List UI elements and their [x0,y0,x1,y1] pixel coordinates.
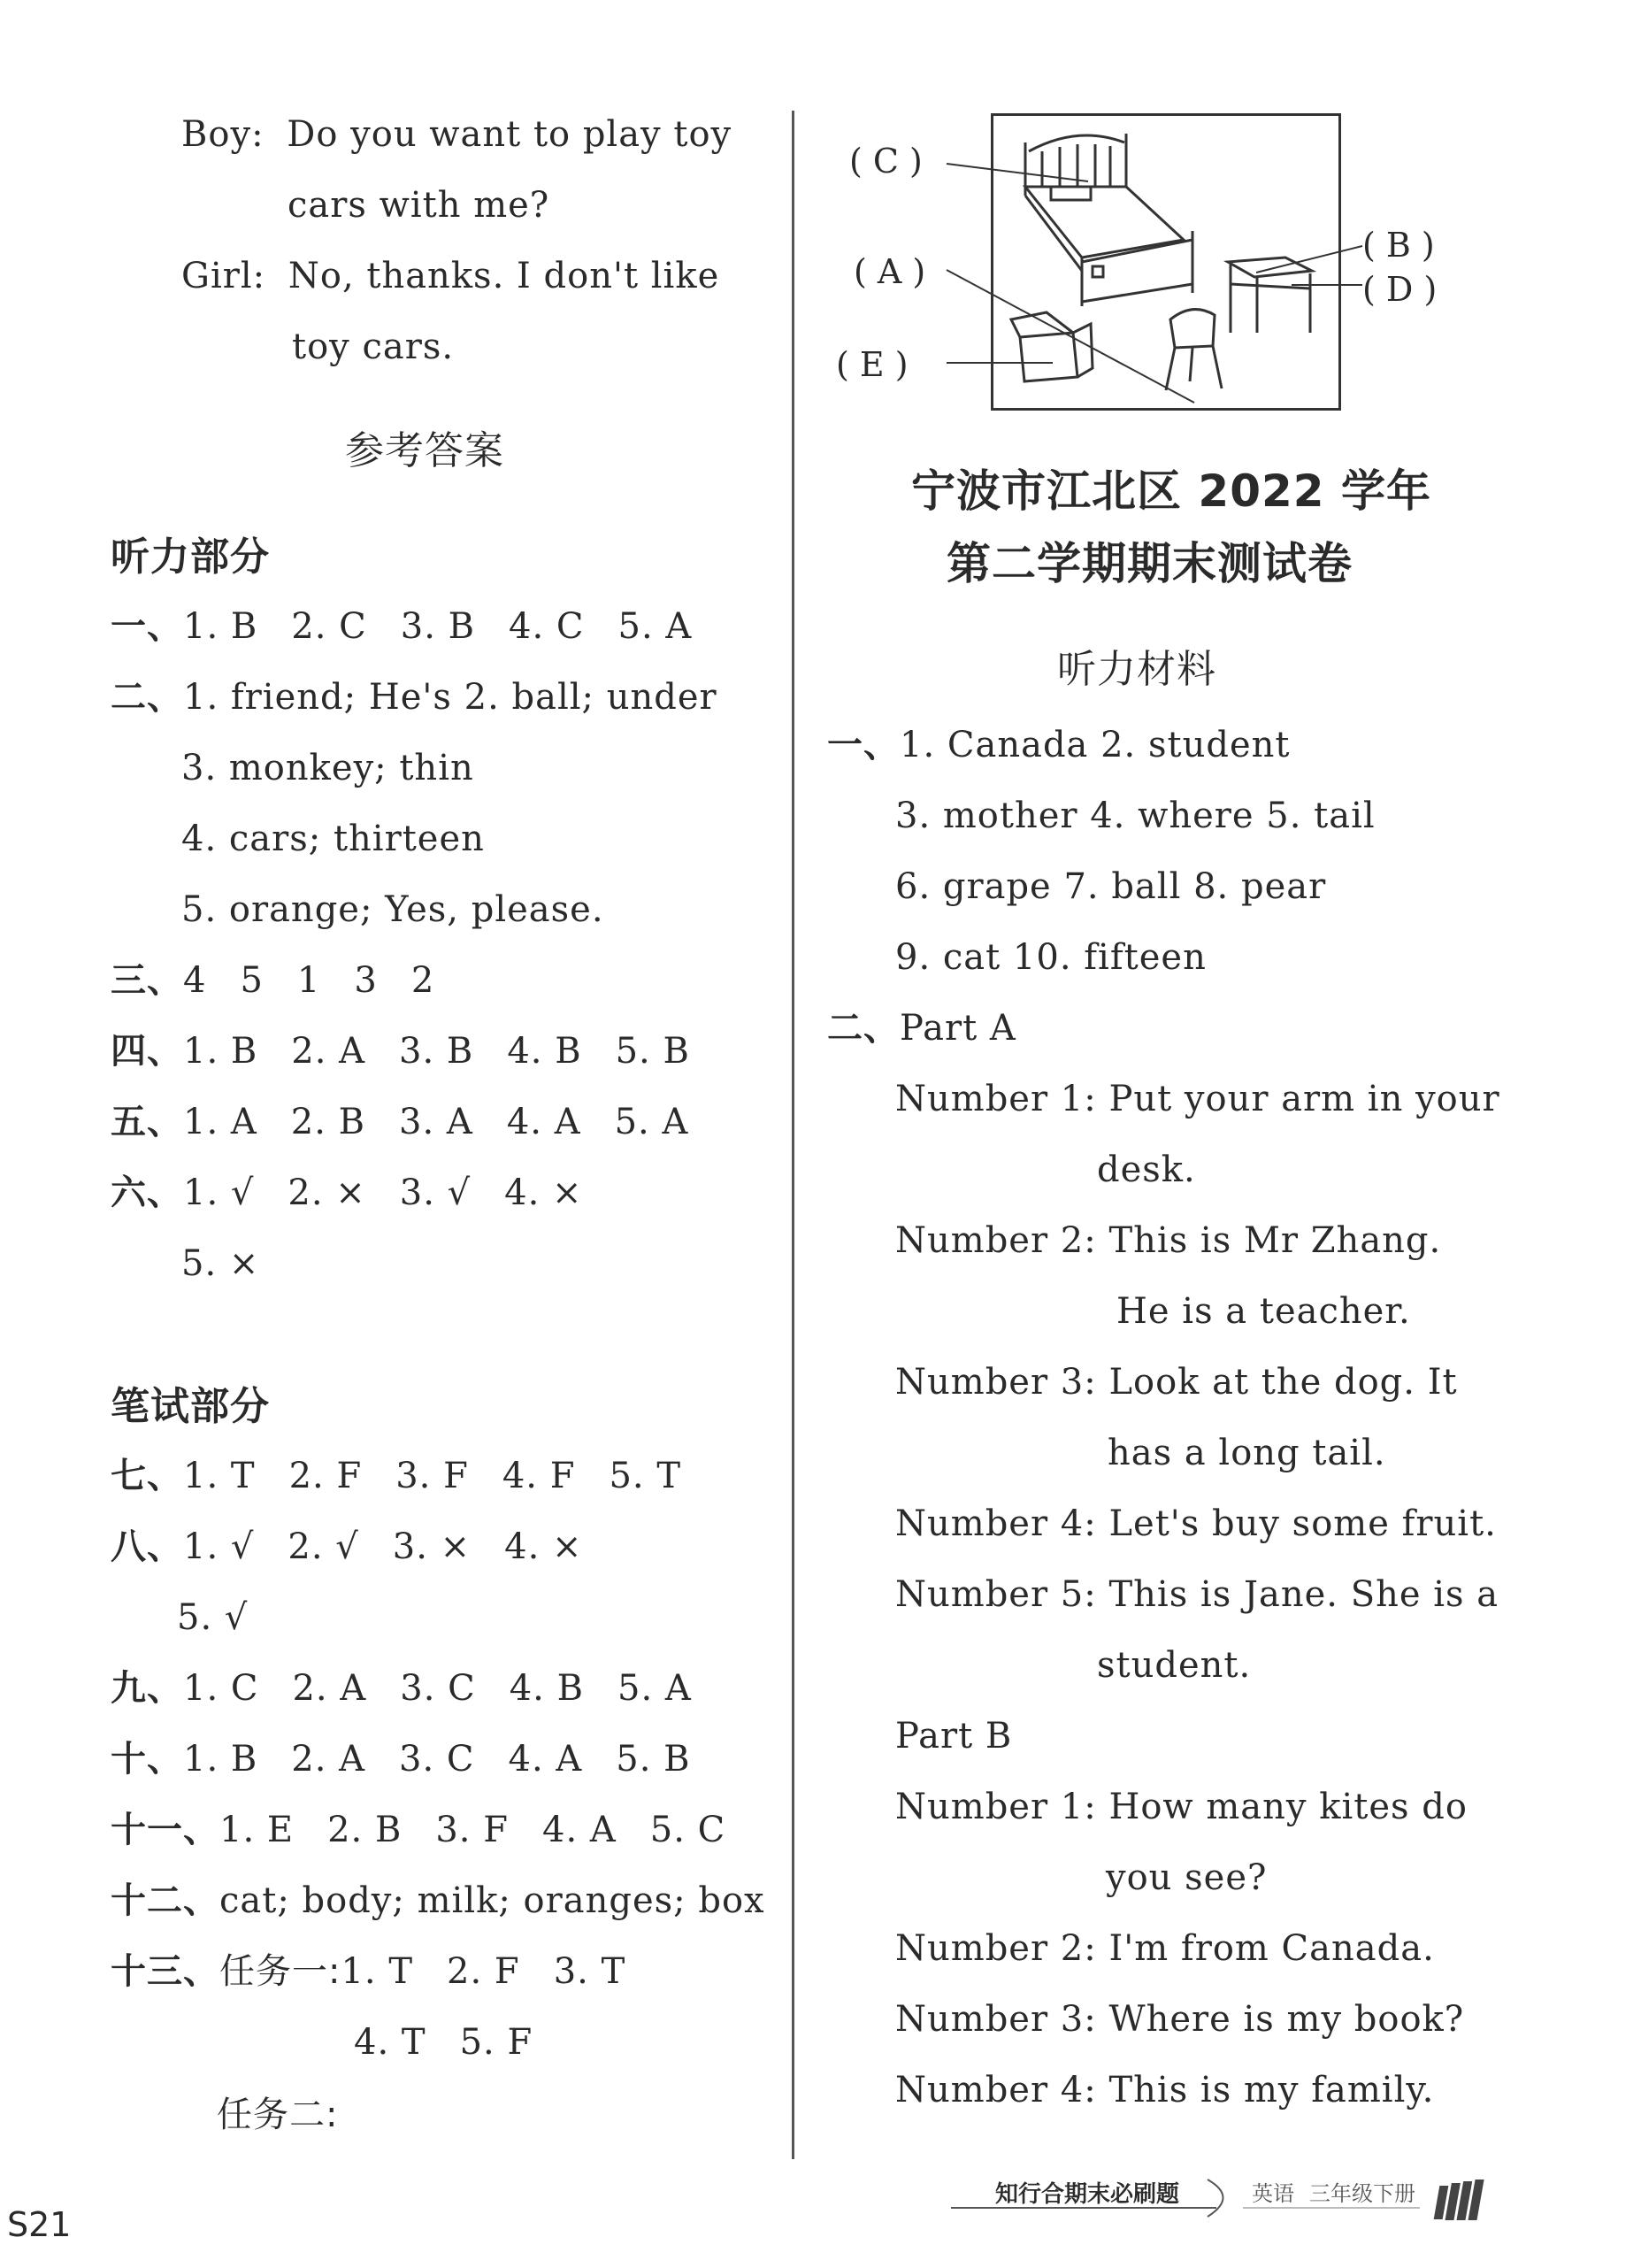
answer-item: 3. × [392,1526,472,1567]
answer-item: 4. F [502,1456,576,1496]
answer-item: 2 [410,960,435,1001]
answer-item: 4. A [508,1739,583,1780]
b1-line2: you see? [1106,1857,1268,1898]
written-section-title: 笔试部分 [111,1384,270,1429]
part-a-label: Part A [900,1008,1016,1049]
material-s1-row3: 6. grape 7. ball 8. pear [895,866,1327,907]
speaker-girl: Girl: [181,256,266,296]
answer-item: 5. A [617,606,693,647]
answer-item: 2. B [327,1810,403,1850]
listening-section-title: 听力部分 [111,534,270,580]
answer-item: 5. B [615,1031,690,1072]
figure-label-b: ( B ) [1362,226,1435,265]
answer-q2-line3: 4. cars; thirteen [181,819,485,859]
q8-num: 八、 [111,1526,183,1567]
sentence-text: This is my family. [1108,2070,1435,2110]
a4-line1 [895,1503,1497,1544]
footer-subject: 英语 [1252,2181,1294,2206]
exam-title-line2: 第二学期期末测试卷 [947,538,1353,589]
listening-material-title: 听力材料 [1057,647,1216,692]
task2-label: 任务二: [217,2095,339,2135]
a3-line2: has a long tail. [1108,1433,1386,1473]
material-item: 1. Canada 2. student [900,725,1291,765]
number-label: Number 4: [895,2070,1097,2110]
boy-text-1: Do you want to play toy [287,114,732,155]
answer-item: 4 [183,960,207,1001]
answer-q13-cont [354,2022,566,2063]
q13-num: 十三、 [111,1951,219,1992]
answer-item: 5 [240,960,264,1001]
answer-item: 3 [354,960,378,1001]
s1-num: 一、 [827,725,900,765]
answer-q2-line4: 5. orange; Yes, please. [181,889,604,930]
figure-label-c: ( C ) [849,142,923,181]
number-label: Number 2: [895,1220,1097,1261]
answer-item: 4. A [506,1102,581,1142]
answer-item: 5. T [609,1456,682,1496]
answer-item: 5. F [459,2022,533,2063]
answer-row-q2 [111,677,717,718]
a2-line2: He is a teacher. [1116,1291,1411,1332]
number-label: Number 1: [895,1079,1097,1119]
answer-item: 2. √ [288,1526,359,1567]
answer-item: 1. A [183,1102,257,1142]
answer-row-q7 [111,1458,715,1494]
answer-item: 1. T [183,1456,256,1496]
books-icon [1434,2180,1484,2220]
answer-row-q11 [111,1812,759,1848]
task1-label: 任务一: [219,1951,341,1992]
answer-item: 1. E [219,1810,295,1850]
sentence-text: This is Jane. She is a [1108,1574,1499,1615]
footer-grade: 三年级下册 [1309,2181,1415,2206]
figure-label-a: ( A ) [854,252,926,291]
b1-line1 [895,1789,1468,1825]
answer-item: 2. F [447,1951,520,1992]
answer-q8-cont: 5. √ [177,1597,249,1638]
answer-item: 3. B [400,606,476,647]
page-footer [951,2172,1526,2226]
material-s1-row4: 9. cat 10. fifteen [895,937,1207,978]
exam-title-line1: 宁波市江北区 2022 学年 [911,465,1431,517]
number-label: Number 5: [895,1574,1097,1615]
sentence-text: I'm from Canada. [1108,1928,1435,1969]
number-label: Number 4: [895,1503,1097,1544]
answer-item: 3. T [553,1951,626,1992]
q11-num: 十一、 [111,1810,219,1850]
answer-item: 4. B [509,1668,585,1709]
answer-row-q6 [111,1172,617,1213]
answer-row-q12 [111,1880,765,1921]
boy-text-2: cars with me? [288,185,550,226]
answer-item: 4. × [504,1526,583,1567]
q4-num: 四、 [111,1031,183,1072]
answer-q2-line2: 3. monkey; thin [181,748,474,788]
a1-line1 [895,1081,1500,1117]
girl-text-1: No, thanks. I don't like [288,256,720,296]
answer-item: 3. F [395,1456,469,1496]
answer-item: 4. A [542,1810,617,1850]
answer-item: 5. C [649,1810,726,1850]
answer-item: 3. F [435,1810,509,1850]
answer-q6-cont: 5. × [181,1243,260,1284]
answer-item: 4. T [354,2022,426,2063]
dialog-boy-line1 [181,114,732,155]
answer-item: 3. B [399,1031,474,1072]
part-b-label: Part B [895,1716,1013,1757]
answer-row-q3 [111,960,468,1001]
answer-item: 1. T [341,1951,414,1992]
q3-num: 三、 [111,960,183,1001]
figure-label-e: ( E ) [836,345,909,384]
a5-line2: student. [1097,1645,1252,1686]
q1-num: 一、 [111,606,183,647]
material-s2-partA [827,1008,1016,1049]
answer-item: 4. C [509,606,585,647]
q12-num: 十二、 [111,1880,219,1921]
answer-item: cat; body; milk; oranges; box [219,1880,765,1921]
answer-item: 2. A [292,1668,367,1709]
footer-brand: 知行合期末必刷题 [995,2181,1180,2208]
q5-num: 五、 [111,1102,183,1142]
page-number: S21 [7,2205,72,2244]
girl-text-2: toy cars. [292,327,455,367]
answer-item: 1. C [183,1668,259,1709]
answer-item: 2. A [291,1739,366,1780]
answer-item: 5. B [616,1739,691,1780]
answer-item: 1. B [183,1739,258,1780]
q10-num: 十、 [111,1739,183,1780]
column-divider [792,111,794,2159]
answer-item: 3. A [399,1102,473,1142]
answer-row-q4 [111,1031,724,1072]
a3-line1 [895,1362,1458,1403]
answer-key-title: 参考答案 [345,428,504,473]
answer-row-q9 [111,1668,725,1709]
answer-item: 1. √ [183,1526,255,1567]
number-label: Number 3: [895,1999,1097,2040]
answer-item: 3. C [399,1739,475,1780]
answer-row-q5 [111,1104,722,1140]
answer-row-q8 [111,1526,617,1567]
answer-item: 2. F [288,1456,363,1496]
answer-item: 1. friend; He's 2. ball; under [183,677,717,718]
answer-item: 4. B [507,1031,582,1072]
b3-line1 [895,1999,1465,2040]
answer-row-q10 [111,1739,725,1780]
answer-item: 5. A [617,1668,692,1709]
sentence-text: This is Mr Zhang. [1108,1220,1442,1261]
number-label: Number 2: [895,1928,1097,1969]
answer-item: 3. C [400,1668,476,1709]
a2-line1 [895,1220,1442,1261]
q6-num: 六、 [111,1172,183,1213]
material-s1-row2: 3. mother 4. where 5. tail [895,796,1376,836]
answer-item: 2. C [291,606,367,647]
material-s1-row1 [827,727,1290,763]
answer-item: 1. B [183,606,258,647]
sentence-text: Put your arm in your [1108,1079,1500,1119]
answer-item: 1. √ [183,1172,255,1213]
sentence-text: How many kites do [1108,1787,1468,1827]
figure-label-d: ( D ) [1362,270,1438,309]
dialog-girl-line1 [181,258,719,294]
b4-line1 [895,2072,1434,2108]
answer-row-q1 [111,606,725,647]
s2-num: 二、 [827,1008,900,1049]
answer-row-q13 [111,1951,659,1992]
answer-item: 1 [296,960,321,1001]
answer-item: 2. B [290,1102,366,1142]
a1-line2: desk. [1097,1149,1196,1190]
sentence-text: Let's buy some fruit. [1108,1503,1497,1544]
answer-item: 4. × [504,1172,583,1213]
b2-line1 [895,1928,1435,1969]
number-label: Number 3: [895,1362,1097,1403]
answer-item: 1. B [183,1031,258,1072]
q7-num: 七、 [111,1456,183,1496]
answer-item: 2. × [288,1172,366,1213]
answer-item: 2. A [291,1031,366,1072]
answer-item: 5. A [614,1102,689,1142]
a5-line1 [895,1574,1499,1615]
sentence-text: Where is my book? [1108,1999,1465,2040]
q2-num: 二、 [111,677,183,718]
q9-num: 九、 [111,1668,183,1709]
answer-item: 3. √ [399,1172,472,1213]
number-label: Number 1: [895,1787,1097,1827]
sentence-text: Look at the dog. It [1108,1362,1458,1403]
speaker-boy: Boy: [181,114,265,155]
